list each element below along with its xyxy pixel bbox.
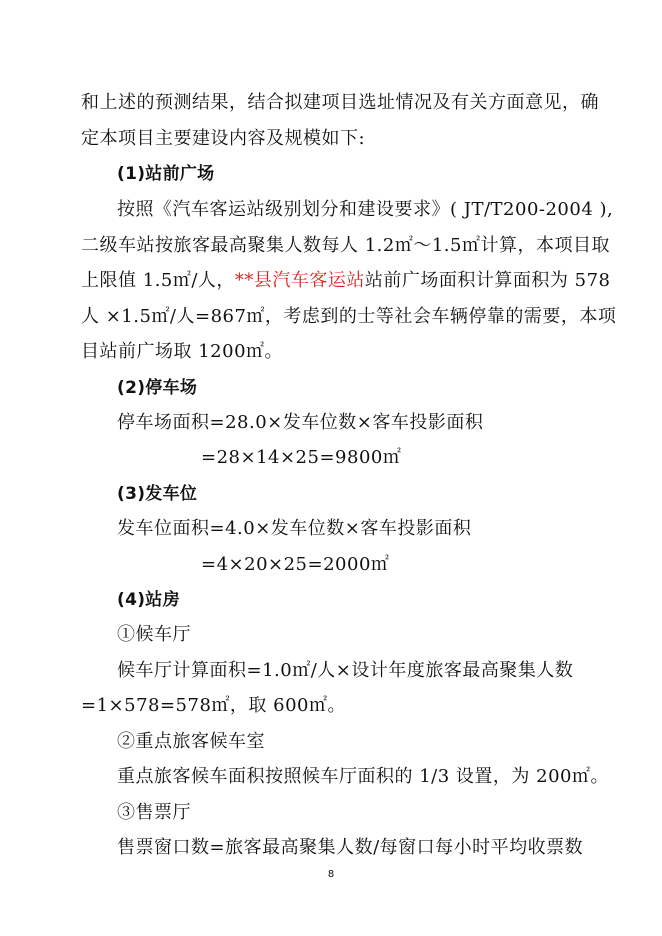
formula-line: 发车位面积=4.0×发车位数×客车投影面积: [117, 518, 472, 539]
highlighted-station-name: **县汽车客运站: [234, 270, 365, 291]
formula-line: =28×14×25=9800㎡: [201, 447, 402, 468]
paragraph-line: 目站前广场取 1200㎡。: [81, 341, 284, 362]
section-heading: (2)停车场: [117, 378, 198, 398]
paragraph-line: [81, 269, 611, 293]
formula-line: 售票窗口数=旅客最高聚集人数/每窗口每小时平均收票数: [117, 837, 584, 858]
paragraph-line: 定本项目主要建设内容及规模如下:: [81, 128, 366, 149]
section-heading: (4)站房: [117, 590, 180, 610]
paragraph-line: 人 ×1.5㎡/人=867㎡，考虑到的士等社会车辆停靠的需要，本项: [81, 306, 617, 327]
section-heading: (1)站前广场: [117, 164, 215, 184]
paragraph-line: 二级车站按旅客最高聚集人数每人 1.2㎡～1.5㎡计算，本项目取: [81, 235, 610, 256]
subsection-heading: ①候车厅: [117, 624, 191, 645]
paragraph-line: 和上述的预测结果，结合拟建项目选址情况及有关方面意见，确: [81, 92, 599, 113]
section-heading: (3)发车位: [117, 484, 198, 504]
page-number: 8: [327, 869, 335, 880]
formula-line: 停车场面积=28.0×发车位数×客车投影面积: [117, 412, 484, 433]
formula-line: =1×578=578㎡，取 600㎡。: [81, 695, 346, 716]
paragraph-line: 重点旅客候车面积按照候车厅面积的 1/3 设置，为 200㎡。: [117, 766, 609, 787]
formula-line: =4×20×25=2000㎡: [201, 554, 390, 575]
subsection-heading: ③售票厅: [117, 802, 191, 823]
formula-line: 候车厅计算面积=1.0㎡/人×设计年度旅客最高聚集人数: [117, 660, 574, 681]
text-segment: 上限值 1.5㎡/人，: [81, 270, 235, 291]
subsection-heading: ②重点旅客候车室: [117, 731, 265, 752]
text-segment: 站前广场面积计算面积为 578: [364, 270, 611, 291]
paragraph-line: 按照《汽车客运站级别划分和建设要求》( JT/T200-2004 ),: [117, 199, 614, 220]
